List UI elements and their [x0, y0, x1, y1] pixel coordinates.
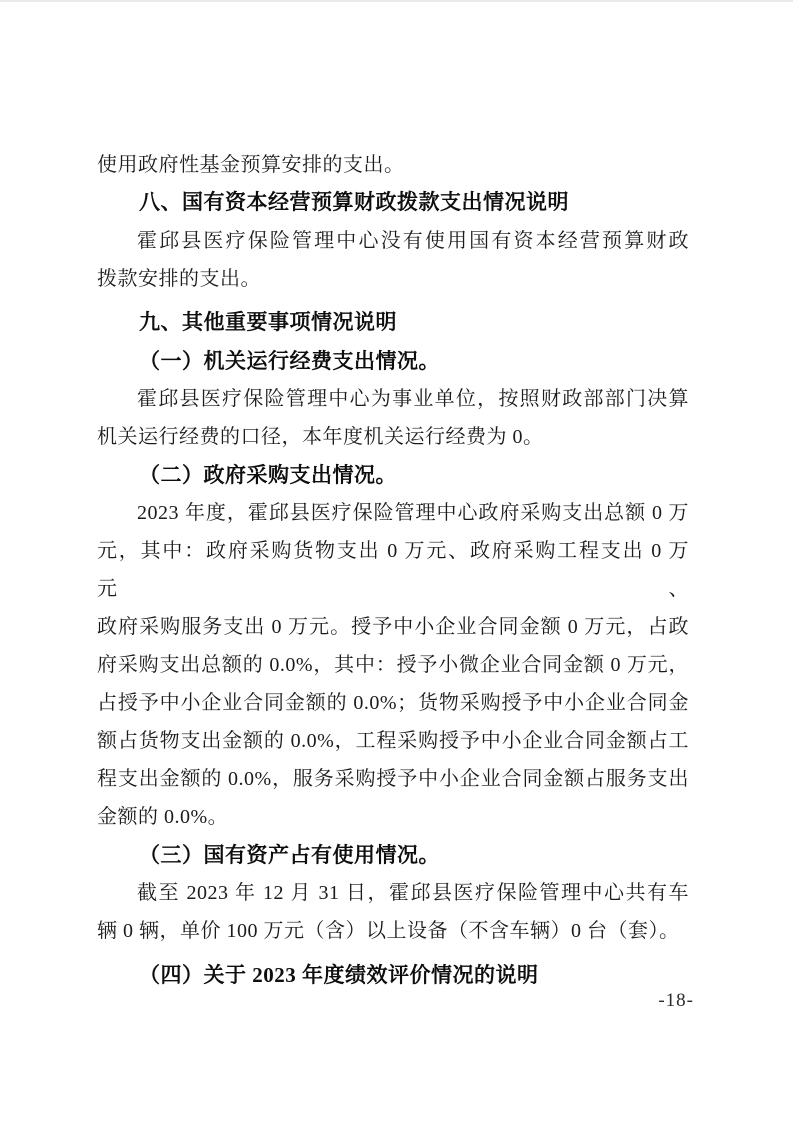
subsection-heading-1: （一）机关运行经费支出情况。 — [139, 349, 440, 373]
page-number: -18- — [658, 990, 694, 1011]
paragraph-line: 霍邱县医疗保险管理中心没有使用国有资本经营预算财政 — [137, 230, 689, 252]
paragraph-line: 府采购支出总额的 0.0%，其中：授予小微企业合同金额 0 万元， — [97, 654, 689, 676]
paragraph-line: 占授予中小企业合同金额的 0.0%；货物采购授予中小企业合同金 — [97, 692, 689, 714]
page-top-divider — [0, 0, 793, 2]
paragraph-line: 霍邱县医疗保险管理中心为事业单位，按照财政部部门决算 — [137, 388, 689, 410]
paragraph-line: 截至 2023 年 12 月 31 日，霍邱县医疗保险管理中心共有车 — [137, 882, 689, 904]
paragraph-line: 金额的 0.0%。 — [97, 806, 229, 828]
paragraph-line: 程支出金额的 0.0%，服务采购授予中小企业合同金额占服务支出 — [97, 768, 689, 790]
paragraph-line: 2023 年度，霍邱县医疗保险管理中心政府采购支出总额 0 万 — [137, 502, 689, 524]
section-heading-8: 八、国有资本经营预算财政拨款支出情况说明 — [139, 191, 569, 214]
section-heading-9: 九、其他重要事项情况说明 — [139, 311, 397, 334]
paragraph-line: 元，其中：政府采购货物支出 0 万元、政府采购工程支出 0 万元、 — [97, 540, 689, 600]
paragraph-line: 拨款安排的支出。 — [97, 268, 261, 290]
paragraph-line: 政府采购服务支出 0 万元。授予中小企业合同金额 0 万元，占政 — [97, 616, 689, 638]
document-body — [97, 146, 689, 994]
paragraph-line: 额占货物支出金额的 0.0%，工程采购授予中小企业合同金额占工 — [97, 730, 689, 752]
paragraph-line: 辆 0 辆，单价 100 万元（含）以上设备（不含车辆）0 台（套）。 — [97, 920, 680, 942]
paragraph-line: 机关运行经费的口径，本年度机关运行经费为 0。 — [97, 426, 544, 448]
subsection-heading-4: （四）关于 2023 年度绩效评价情况的说明 — [139, 963, 539, 987]
subsection-heading-3: （三）国有资产占有使用情况。 — [139, 843, 440, 867]
paragraph-line: 使用政府性基金预算安排的支出。 — [97, 154, 405, 176]
subsection-heading-2: （二）政府采购支出情况。 — [139, 463, 397, 487]
